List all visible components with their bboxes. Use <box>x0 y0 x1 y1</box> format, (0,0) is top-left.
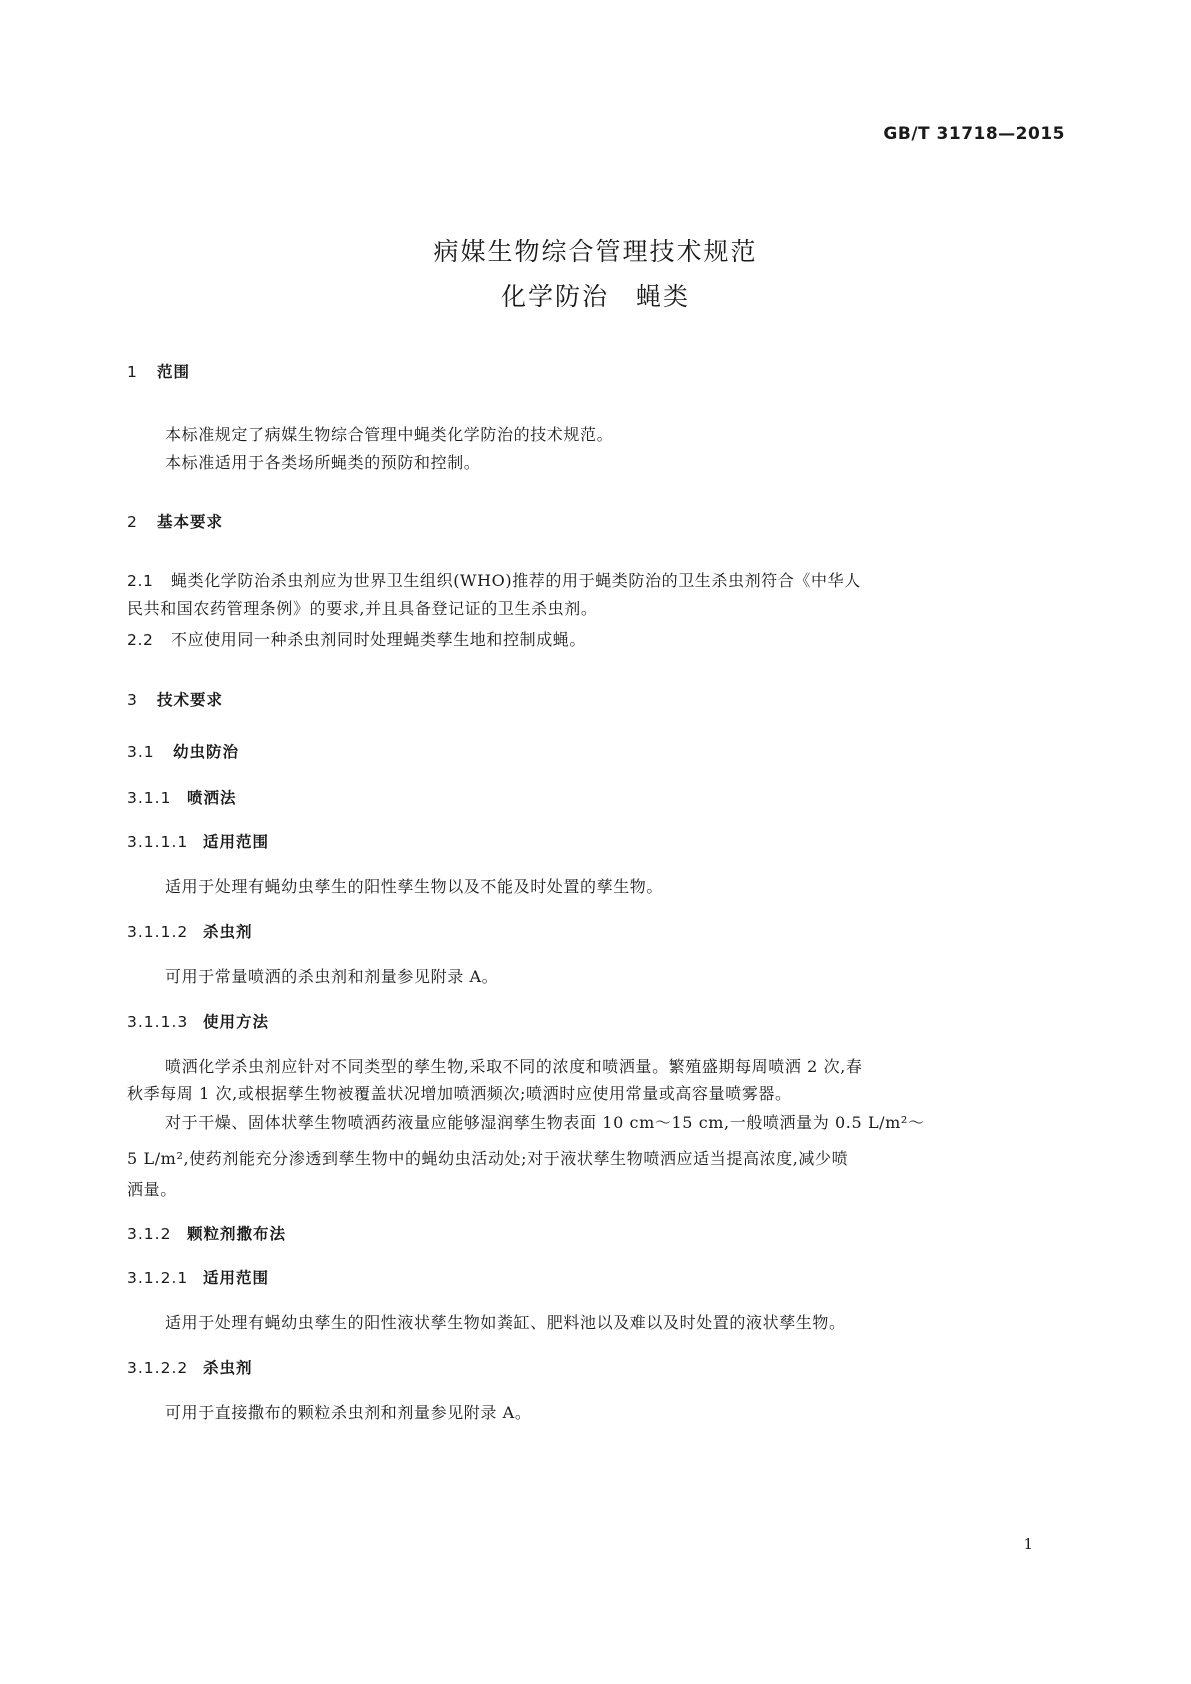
section-heading-3-1-1-2 <box>127 920 253 942</box>
section-number: 3.1.1.3 <box>127 1013 189 1031</box>
section-number: 3.1.1.1 <box>127 833 189 851</box>
section-title: 适用范围 <box>203 833 270 851</box>
paragraph: 对于干燥、固体状孳生物喷洒药液量应能够湿润孳生物表面 10 cm～15 cm,一般喷洒量为 0.5 L/m²～ <box>165 1113 925 1132</box>
section-title: 基本要求 <box>157 513 224 531</box>
paragraph: 洒量。 <box>127 1180 177 1199</box>
section-title: 颗粒剂撒布法 <box>187 1225 287 1243</box>
section-number: 3.1.2 <box>127 1225 172 1243</box>
paragraph: 5 L/m²,使药剂能充分渗透到孳生物中的蝇幼虫活动处;对于液状孳生物喷洒应适当提高浓度,减少喷 <box>127 1149 849 1168</box>
section-number: 2 <box>127 513 138 531</box>
paragraph: 可用于直接撒布的颗粒杀虫剂和剂量参见附录 A。 <box>165 1403 532 1422</box>
clause-2-1-line-2: 民共和国农药管理条例》的要求,并且具备登记证的卫生杀虫剂。 <box>127 599 598 618</box>
page-number: 1 <box>1023 1535 1033 1553</box>
section-number: 3.1.2.2 <box>127 1359 189 1377</box>
section-title: 幼虫防治 <box>173 743 240 761</box>
document-title-line-2: 化学防治 蝇类 <box>500 282 690 311</box>
paragraph: 适用于处理有蝇幼虫孳生的阳性孳生物以及不能及时处置的孳生物。 <box>165 877 664 896</box>
section-title: 技术要求 <box>157 691 224 709</box>
clause-number: 2.2 <box>127 631 154 649</box>
section-number: 1 <box>127 363 138 381</box>
clause-2-1-line-1: 2.1 蝇类化学防治杀虫剂应为世界卫生组织(WHO)推荐的用于蝇类防治的卫生杀虫剂符合《中华人 <box>127 571 861 590</box>
section-heading-3-1-2-2 <box>127 1356 253 1378</box>
section-number: 3.1.1 <box>127 789 172 807</box>
section-heading-3-1-2-1 <box>127 1266 269 1288</box>
section-number: 3.1.2.1 <box>127 1269 189 1287</box>
document-title-line-1: 病媒生物综合管理技术规范 <box>433 237 758 266</box>
section-heading-3-1 <box>127 740 239 762</box>
section-title: 使用方法 <box>203 1013 270 1031</box>
clause-number: 2.1 <box>127 572 154 590</box>
section-number: 3.1 <box>127 743 155 761</box>
section-number: 3.1.1.2 <box>127 923 189 941</box>
section-title: 喷洒法 <box>187 789 237 807</box>
paragraph: 适用于处理有蝇幼虫孳生的阳性液状孳生物如粪缸、肥料池以及难以及时处置的液状孳生物。 <box>165 1313 846 1332</box>
section-title: 适用范围 <box>203 1269 270 1287</box>
section-heading-2 <box>127 510 223 532</box>
section-title: 范围 <box>157 363 191 381</box>
section-heading-3-1-1-3 <box>127 1010 269 1032</box>
section-number: 3 <box>127 691 138 709</box>
paragraph: 本标准规定了病媒生物综合管理中蝇类化学防治的技术规范。 <box>165 425 614 444</box>
section-heading-3-1-2 <box>127 1222 286 1244</box>
section-title: 杀虫剂 <box>203 1359 253 1377</box>
section-heading-3-1-1-1 <box>127 830 269 852</box>
section-heading-3-1-1 <box>127 786 237 808</box>
section-heading-3 <box>127 688 223 710</box>
clause-2-2: 2.2 不应使用同一种杀虫剂同时处理蝇类孳生地和控制成蝇。 <box>127 630 587 649</box>
paragraph: 本标准适用于各类场所蝇类的预防和控制。 <box>165 453 481 472</box>
paragraph: 可用于常量喷洒的杀虫剂和剂量参见附录 A。 <box>165 967 499 986</box>
standard-code: GB/T 31718—2015 <box>883 124 1065 144</box>
section-heading-1 <box>127 360 190 382</box>
paragraph: 秋季每周 1 次,或根据孳生物被覆盖状况增加喷洒频次;喷洒时应使用常量或高容量喷雾器。 <box>127 1084 792 1103</box>
section-title: 杀虫剂 <box>203 923 253 941</box>
paragraph: 喷洒化学杀虫剂应针对不同类型的孳生物,采取不同的浓度和喷洒量。繁殖盛期每周喷洒 2 次,春 <box>165 1057 863 1076</box>
